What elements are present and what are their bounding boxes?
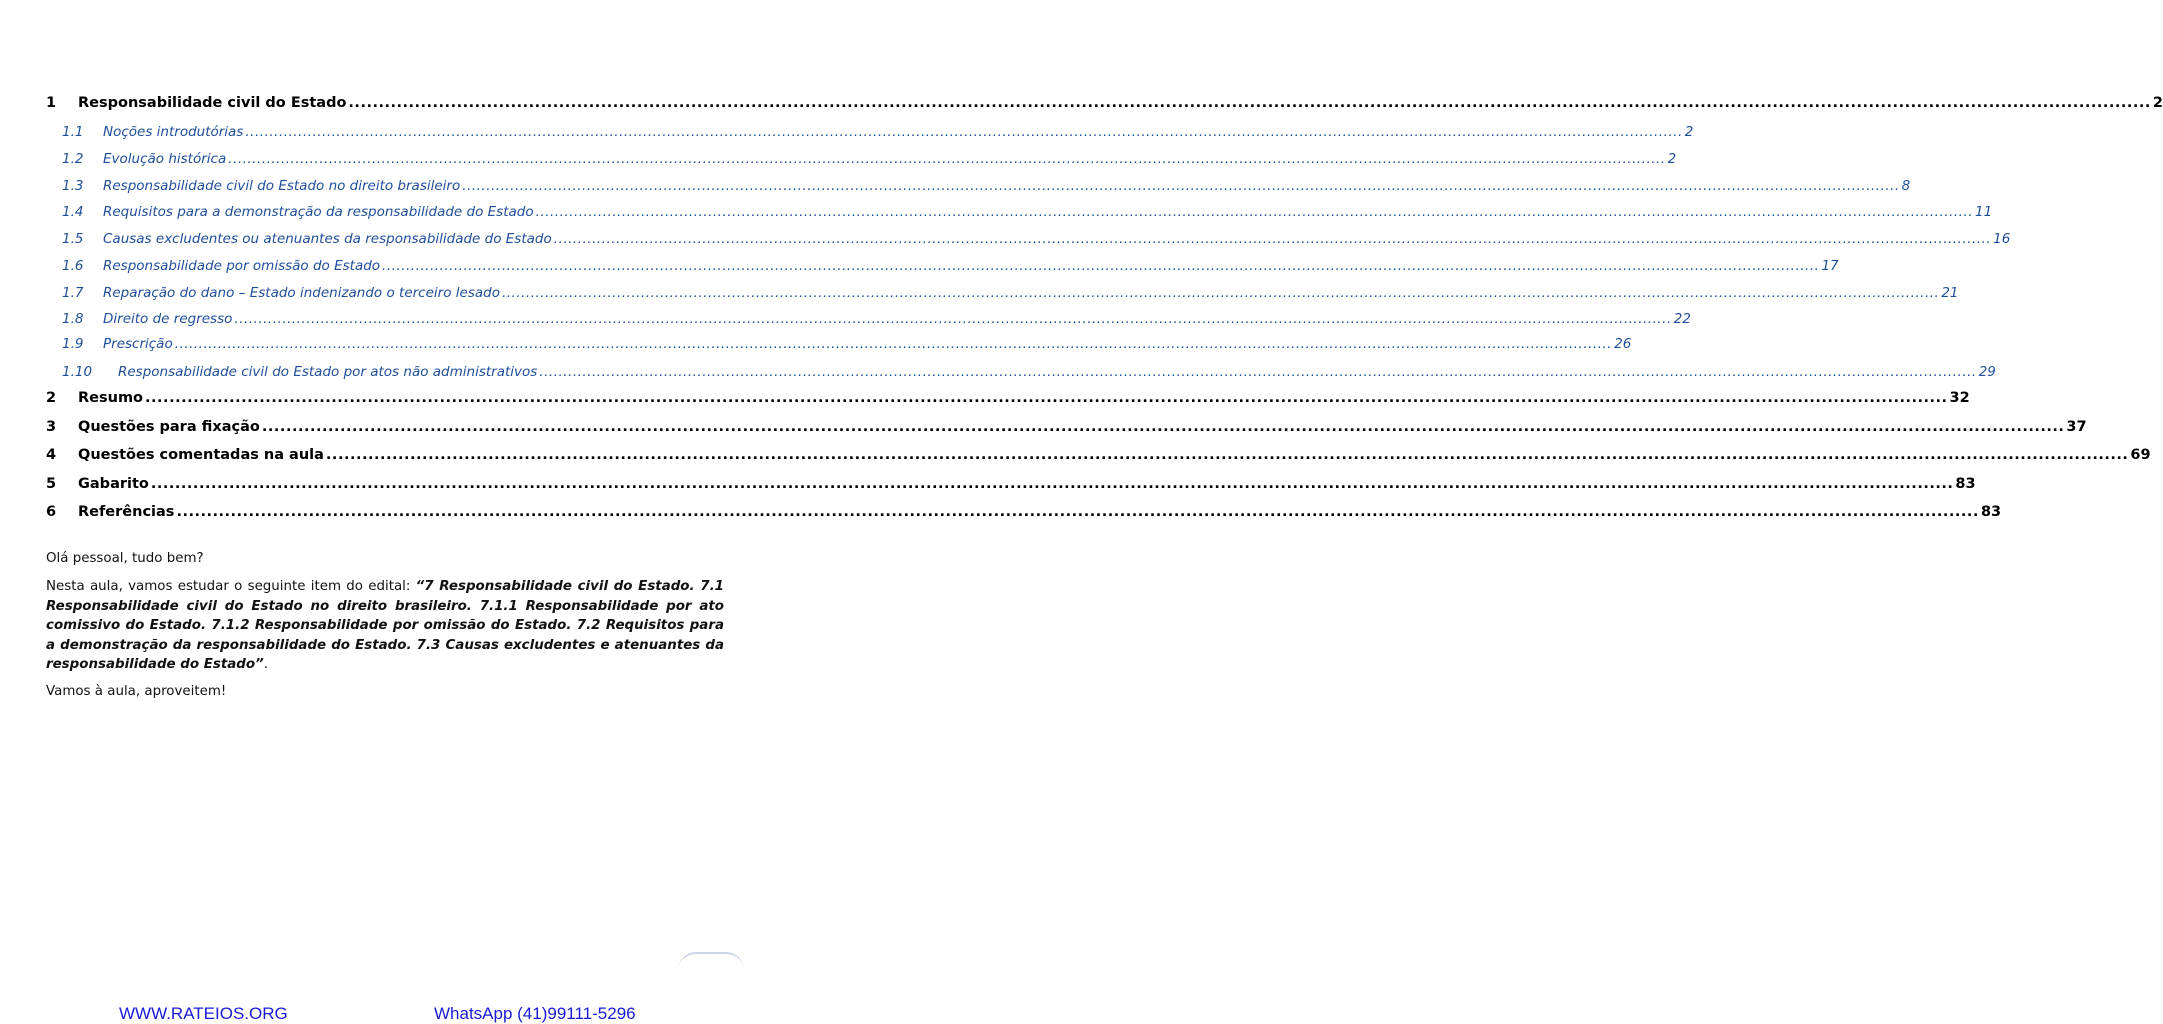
quote-end: . xyxy=(263,657,268,672)
toc-dot-leader: ............................................................................................................................................................................................................................................................................................................ xyxy=(325,447,2129,463)
toc-entry-title: Direito de regresso xyxy=(103,311,233,327)
toc-entry[interactable] xyxy=(62,258,1839,274)
toc-entry[interactable] xyxy=(46,476,1976,492)
toc-entry-title: Questões para fixação xyxy=(78,419,260,435)
toc-entry-title: Questões comentadas na aula xyxy=(78,447,324,463)
toc-dot-leader: ............................................................................................................................................................................................................................................................................................................ xyxy=(382,258,1820,274)
toc-dot-leader: ............................................................................................................................................................................................................................................................................................................ xyxy=(245,124,1683,140)
toc-entry-page: 26 xyxy=(1614,336,1632,352)
toc-entry-title: Noções introdutórias xyxy=(103,124,244,140)
toc-entry-title: Requisitos para a demonstração da responsabilidade do Estado xyxy=(103,204,534,220)
toc-entry-page: 2 xyxy=(1667,151,1677,167)
toc-entry[interactable] xyxy=(46,419,2087,435)
toc-entry-page: 17 xyxy=(1821,258,1839,274)
toc-entry-title: Resumo xyxy=(78,390,144,406)
toc-entry-page: 22 xyxy=(1673,311,1691,327)
toc-entry-number: 6 xyxy=(46,504,57,520)
toc-entry[interactable] xyxy=(62,151,1677,167)
toc-dot-leader: ............................................................................................................................................................................................................................................................................................................ xyxy=(150,476,1954,492)
edital-quote: “7 Responsabilidade civil do Estado. 7.1 Responsabilidade civil do Estado no direito brasileiro. 7.1.1 Responsabilidade por ato comissivo do Estado. 7.1.2 Responsabilidade por omissão do Estado. 7.2 Requisitos para a demonstração da responsabilidade do Estado. 7.3 Causas excludentes e atenuantes da responsabilidade do Estado” xyxy=(46,579,724,672)
toc-entry-page: 11 xyxy=(1975,204,1993,220)
toc-entry-title: Responsabilidade civil do Estado no direito brasileiro xyxy=(103,178,461,194)
toc-entry[interactable] xyxy=(46,447,2151,463)
intro-lead: Nesta aula, vamos estudar o seguinte item do edital: xyxy=(46,579,416,594)
toc-entry-number: 1.6 xyxy=(62,258,84,274)
website-link[interactable]: WWW.RATEIOS.ORG xyxy=(119,1004,288,1023)
toc-entry[interactable] xyxy=(62,285,1959,301)
toc-dot-leader: ............................................................................................................................................................................................................................................................................................................ xyxy=(535,204,1973,220)
toc-entry-page: 32 xyxy=(1949,390,1970,406)
toc-entry-number: 2 xyxy=(46,390,57,406)
toc-entry-page: 37 xyxy=(2066,419,2087,435)
whatsapp-link[interactable]: WhatsApp (41)99111-5296 xyxy=(434,1004,636,1023)
toc-dot-leader: ............................................................................................................................................................................................................................................................................................................ xyxy=(539,364,1977,380)
toc-entry-number: 3 xyxy=(46,419,57,435)
toc-entry-number: 1.10 xyxy=(62,364,93,380)
toc-entry-number: 4 xyxy=(46,447,57,463)
toc-entry-title: Prescrição xyxy=(103,336,173,352)
toc-dot-leader: ............................................................................................................................................................................................................................................................................................................ xyxy=(261,419,2065,435)
toc-entry-page: 21 xyxy=(1941,285,1959,301)
toc-dot-leader: ............................................................................................................................................................................................................................................................................................................ xyxy=(501,285,1940,301)
toc-entry[interactable] xyxy=(46,95,2163,111)
toc-dot-leader: ............................................................................................................................................................................................................................................................................................................ xyxy=(553,231,1992,247)
intro-paragraph xyxy=(46,577,724,675)
toc-entry-number: 1 xyxy=(46,95,57,111)
toc-entry-page: 2 xyxy=(2152,95,2163,111)
closing-text: Vamos à aula, aproveitem! xyxy=(46,684,227,699)
toc-entry-number: 1.9 xyxy=(62,336,84,352)
toc-entry-number: 1.1 xyxy=(62,124,84,140)
toc-dot-leader: ............................................................................................................................................................................................................................................................................................................ xyxy=(145,390,1948,406)
toc-entry-page: 83 xyxy=(1955,476,1976,492)
toc-dot-leader: ............................................................................................................................................................................................................................................................................................................ xyxy=(234,311,1672,327)
page-corner-decoration xyxy=(678,952,744,970)
toc-entry-number: 1.8 xyxy=(62,311,84,327)
toc-dot-leader: ............................................................................................................................................................................................................................................................................................................ xyxy=(228,151,1666,167)
toc-entry-title: Reparação do dano – Estado indenizando o terceiro lesado xyxy=(103,285,500,301)
toc-dot-leader: ............................................................................................................................................................................................................................................................................................................ xyxy=(348,95,2151,111)
toc-entry-number: 5 xyxy=(46,476,57,492)
greeting-text: Olá pessoal, tudo bem? xyxy=(46,551,204,566)
toc-entry[interactable] xyxy=(62,178,1911,194)
toc-entry-title: Responsabilidade por omissão do Estado xyxy=(103,258,381,274)
toc-entry-title: Gabarito xyxy=(78,476,149,492)
toc-entry-title: Causas excludentes ou atenuantes da responsabilidade do Estado xyxy=(103,231,552,247)
toc-entry[interactable] xyxy=(46,504,2002,520)
toc-entry-title: Referências xyxy=(78,504,175,520)
toc-entry-number: 1.7 xyxy=(62,285,84,301)
toc-entry-number: 1.2 xyxy=(62,151,84,167)
toc-entry[interactable] xyxy=(62,311,1691,327)
toc-entry-number: 1.3 xyxy=(62,178,84,194)
toc-dot-leader: ............................................................................................................................................................................................................................................................................................................ xyxy=(174,336,1613,352)
toc-entry-page: 2 xyxy=(1684,124,1694,140)
toc-entry-page: 16 xyxy=(1993,231,2011,247)
toc-entry-number: 1.5 xyxy=(62,231,84,247)
toc-entry[interactable] xyxy=(62,336,1632,352)
toc-entry[interactable] xyxy=(62,364,1996,380)
toc-entry[interactable] xyxy=(62,204,1993,220)
toc-dot-leader: ............................................................................................................................................................................................................................................................................................................ xyxy=(462,178,1900,194)
toc-entry-title: Evolução histórica xyxy=(103,151,227,167)
toc-entry-title: Responsabilidade civil do Estado por atos não administrativos xyxy=(118,364,538,380)
toc-dot-leader: ............................................................................................................................................................................................................................................................................................................ xyxy=(176,504,1979,520)
toc-entry-page: 69 xyxy=(2130,447,2151,463)
toc-entry-title: Responsabilidade civil do Estado xyxy=(78,95,347,111)
toc-entry-page: 8 xyxy=(1901,178,1911,194)
toc-entry-page: 29 xyxy=(1978,364,1996,380)
toc-entry[interactable] xyxy=(62,231,2011,247)
toc-entry[interactable] xyxy=(62,124,1694,140)
toc-entry-page: 83 xyxy=(1980,504,2002,520)
toc-entry-number: 1.4 xyxy=(62,204,84,220)
toc-entry[interactable] xyxy=(46,390,1970,406)
